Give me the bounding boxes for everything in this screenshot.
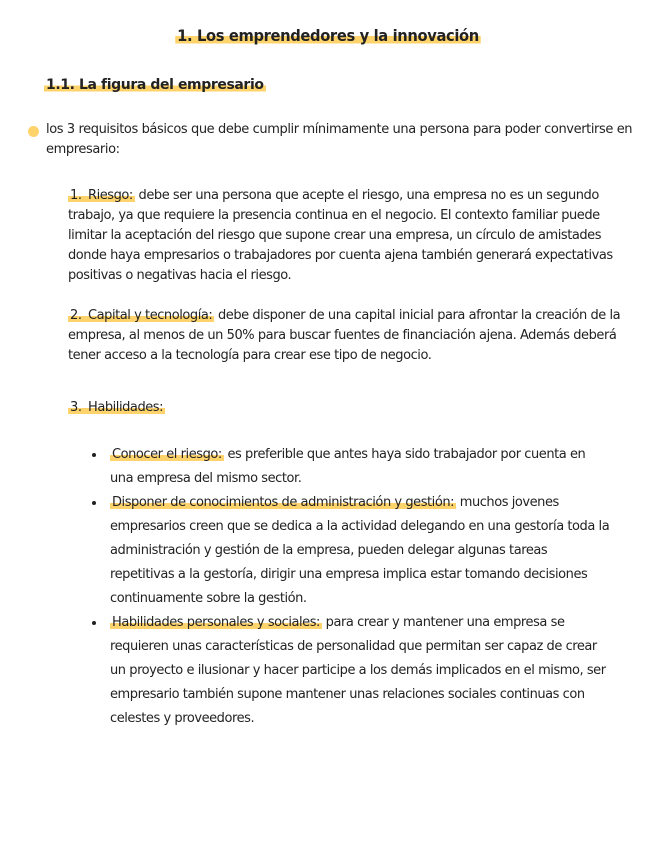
requirement-label-highlight	[68, 400, 165, 415]
requirement-number: 1.	[70, 188, 82, 203]
list-item-label: Disponer de conocimientos de administración y gestión:	[112, 495, 455, 510]
requirement-item-capital	[68, 306, 636, 366]
bullet-dot-icon	[28, 126, 39, 137]
list-item-text: para crear y mantener una empresa se requieren unas características de personalidad que permitan ser capaz de crear un proyecto e ilusionar y hacer participe a los demás implicados en el mismo, ser empresario también supone mantener unas relaciones sociales continuas con celestes y proveedores.	[110, 615, 606, 726]
list-item-text: muchos jovenes empresarios creen que se dedica a la actividad delegando en una gestoría toda la administración y gestión de la empresa, pueden delegar algunas tareas repetitivas a la gestoría, dirigir una empresa implica estar tomando decisiones continuamente sobre la gestión.	[110, 495, 610, 606]
requirement-label-highlight	[68, 308, 214, 323]
section-heading-highlight	[44, 77, 266, 93]
list-item-text: es preferible que antes haya sido trabajador por cuenta en una empresa del mismo sector.	[110, 447, 586, 486]
requirement-label: Capital y tecnología:	[88, 308, 213, 323]
section-heading	[44, 77, 266, 93]
section-number: 1.1.	[46, 77, 75, 93]
requirement-label: Riesgo:	[88, 188, 133, 203]
list-item	[90, 611, 610, 731]
requirement-number: 3.	[70, 400, 82, 415]
title-number: 1.	[177, 26, 193, 45]
page-title	[26, 26, 630, 45]
list-item	[90, 443, 610, 491]
requirement-label: Habilidades:	[88, 400, 164, 415]
requirement-number: 2.	[70, 308, 82, 323]
title-highlight	[175, 26, 480, 45]
habilidades-list	[90, 443, 610, 731]
intro-paragraph: los 3 requisitos básicos que debe cumplir mínimamente una persona para poder convertirse en empresario:	[46, 122, 633, 157]
bullet-icon	[92, 621, 96, 625]
title-text: Los emprendedores y la innovación	[196, 26, 479, 45]
requirement-label-highlight	[68, 188, 135, 203]
requirement-text: debe ser una persona que acepte el riesgo, una empresa no es un segundo trabajo, ya que requiere la presencia continua en el negocio. El contexto familiar puede limitar la aceptación del riesgo que supone crear una empresa, un círculo de amistades donde haya empresarios o trabajadores por cuenta ajena también generará expectativas positivas o negativas hacia el riesgo.	[68, 188, 613, 283]
requirement-item-riesgo	[68, 186, 636, 286]
section-title: La figura del empresario	[79, 77, 264, 93]
list-item-label: Conocer el riesgo:	[112, 447, 222, 462]
list-item	[90, 491, 610, 611]
list-item-label: Habilidades personales y sociales:	[112, 615, 320, 630]
bullet-icon	[92, 501, 96, 505]
bullet-icon	[92, 453, 96, 457]
requirement-item-habilidades	[68, 398, 636, 418]
requirement-text: debe disponer de una capital inicial para afrontar la creación de la empresa, al menos de un 50% para buscar fuentes de financiación ajena. Además deberá tener acceso a la tecnología para crear ese tipo de negocio.	[68, 308, 621, 363]
